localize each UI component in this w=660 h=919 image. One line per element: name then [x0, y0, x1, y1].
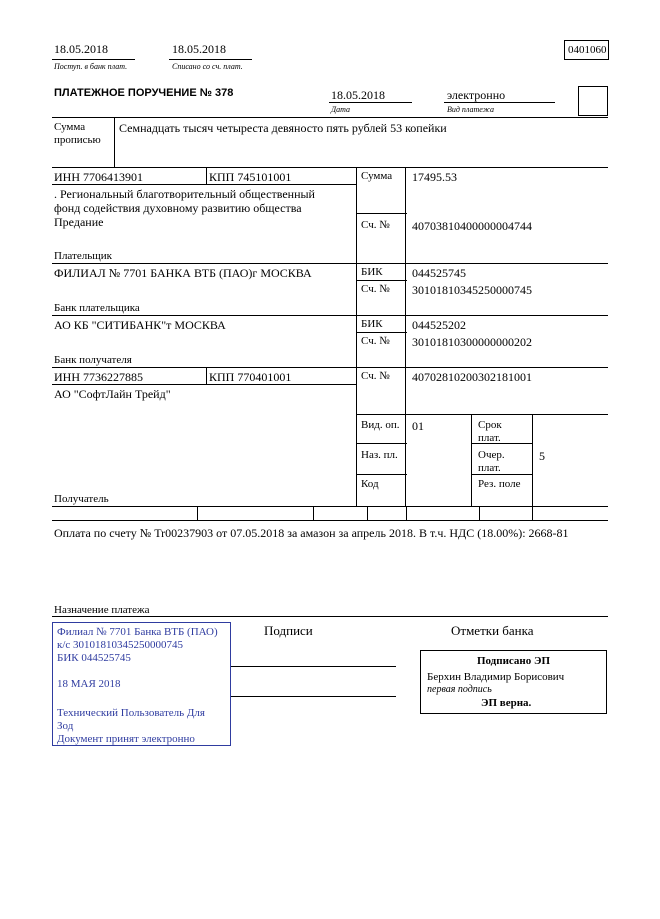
vline-tax-1 [197, 506, 198, 521]
vid-op-value: 01 [412, 419, 424, 433]
form-code: 0401060 [568, 44, 607, 56]
order-title: ПЛАТЕЖНОЕ ПОРУЧЕНИЕ № 378 [54, 87, 234, 99]
payee-inn: ИНН 7736227885 [54, 370, 143, 384]
ocher-label-1: Очер. [478, 449, 505, 461]
naz-pl-label: Наз. пл. [361, 449, 398, 461]
payer-kpp: КПП 745101001 [209, 170, 292, 184]
vline-main-1 [356, 167, 357, 507]
stamp-line-7: Документ принят электронно [57, 733, 195, 745]
sum-value: 17495.53 [412, 170, 457, 184]
vline-codes-3 [471, 414, 472, 507]
payer-bank-bik: 044525745 [412, 266, 466, 280]
signatures-label: Подписи [264, 623, 313, 638]
vline-tax-2 [313, 506, 314, 521]
e-signature-box [420, 650, 607, 714]
vline-main-2 [405, 167, 406, 507]
hr-payee-bik [356, 332, 407, 333]
payment-type: электронно [447, 88, 506, 102]
e-signature-name: Берхин Владимир Борисович [427, 671, 565, 683]
payer-bank-label: Банк плательщика [54, 302, 140, 314]
payer-bank-acc-label: Сч. № [361, 283, 390, 295]
e-signature-verified: ЭП верна. [481, 697, 532, 709]
hr-inn-bottom [52, 184, 357, 185]
payer-inn: ИНН 7706413901 [54, 170, 143, 184]
amount-words-label-1: Сумма [54, 121, 86, 133]
e-signature-role: первая подпись [427, 684, 492, 695]
status-box [578, 86, 608, 116]
hr-codes-left-2 [356, 474, 407, 475]
amount-words-value: Семнадцать тысяч четыреста девяносто пять рублей 53 копейки [119, 121, 447, 135]
e-signature-title: Подписано ЭП [476, 655, 551, 667]
order-date-line [329, 102, 412, 103]
hr-codes-left-1 [356, 443, 407, 444]
purpose-text: Оплата по счету № Tr00237903 от 07.05.2018 за амазон за апрель 2018. В т.ч. НДС (18.00%): 2668-81 [54, 526, 569, 540]
received-date-line [52, 59, 135, 60]
stamp-line-1: Филиал № 7701 Банка ВТБ (ПАО) [57, 626, 218, 638]
stamp-line-6: Зод [57, 720, 74, 732]
payer-account-value: 40703810400000004744 [412, 219, 532, 233]
debited-date: 18.05.2018 [172, 42, 226, 56]
payment-type-label: Вид платежа [447, 105, 494, 114]
vline-words [114, 117, 115, 167]
payee-bank-acc: 30101810300000000202 [412, 335, 532, 349]
rez-label: Рез. поле [478, 478, 521, 490]
payer-label: Плательщик [54, 250, 112, 262]
debited-date-line [169, 59, 252, 60]
payer-name-2: фонд содействия духовному развитию общества [54, 201, 302, 215]
payee-bank-name: АО КБ "СИТИБАНК"т МОСКВА [54, 318, 226, 332]
signature-line-2 [230, 696, 396, 697]
payment-type-line [444, 102, 555, 103]
hr-payee-bottom [52, 506, 608, 507]
payee-bank-acc-label: Сч. № [361, 335, 390, 347]
ocher-value: 5 [539, 449, 545, 463]
kod-label: Код [361, 478, 379, 490]
bank-marks-label: Отметки банка [451, 623, 534, 638]
sum-label: Сумма [361, 170, 393, 182]
hr-payee-inn-bottom [52, 384, 357, 385]
received-date: 18.05.2018 [54, 42, 108, 56]
vline-tax-5 [479, 506, 480, 521]
hr-codes-top [356, 414, 608, 415]
signature-line-1 [230, 666, 396, 667]
amount-words-label-2: прописью [54, 134, 101, 146]
hr-sum-acc [356, 213, 407, 214]
received-label: Поступ. в банк плат. [54, 62, 128, 71]
bank-stamp [52, 622, 231, 746]
payee-acc: 40702810200302181001 [412, 370, 532, 384]
vline-tax-4 [406, 506, 407, 521]
ocher-label-2: плат. [478, 462, 501, 474]
payee-kpp: КПП 770401001 [209, 370, 292, 384]
debited-label: Списано со сч. плат. [172, 62, 243, 71]
purpose-label: Назначение платежа [54, 604, 150, 616]
order-date-label: Дата [331, 105, 350, 114]
form-code-box [564, 40, 609, 60]
stamp-line-3: БИК 044525745 [57, 652, 131, 664]
vline-payee-inn-kpp [206, 367, 207, 384]
payee-label: Получатель [54, 493, 109, 505]
hr-payer-bank-bottom [52, 315, 608, 316]
hr-payee-bank-bottom [52, 367, 608, 368]
hr-payer-bottom [52, 263, 608, 264]
hr-top-words [52, 117, 608, 118]
payee-bank-bik: 044525202 [412, 318, 466, 332]
payer-account-label: Сч. № [361, 219, 390, 231]
payer-bank-bik-label: БИК [361, 266, 383, 278]
hr-tax-row [52, 520, 608, 521]
hr-inn-top [52, 167, 608, 168]
payee-bank-bik-label: БИК [361, 318, 383, 330]
stamp-line-2: к/с 30101810345250000745 [57, 639, 184, 651]
vid-op-label: Вид. оп. [361, 419, 400, 431]
vline-payer-inn-kpp [206, 167, 207, 184]
payer-bank-name: ФИЛИАЛ № 7701 БАНКА ВТБ (ПАО)г МОСКВА [54, 266, 312, 280]
payer-name-1: . Региональный благотворительный общественный [54, 187, 315, 201]
hr-payer-bik [356, 280, 407, 281]
payee-acc-label: Сч. № [361, 370, 390, 382]
payee-bank-label: Банк получателя [54, 354, 132, 366]
vline-codes-4 [532, 414, 533, 507]
srok-label-1: Срок [478, 419, 502, 431]
vline-tax-6 [532, 506, 533, 521]
payer-name-3: Предание [54, 215, 104, 229]
stamp-date: 18 МАЯ 2018 [57, 678, 121, 690]
payee-name: АО "СофтЛайн Трейд" [54, 387, 171, 401]
payer-bank-acc: 30101810345250000745 [412, 283, 532, 297]
vline-tax-3 [367, 506, 368, 521]
stamp-line-5: Технический Пользователь Для [57, 707, 205, 719]
order-date: 18.05.2018 [331, 88, 385, 102]
srok-label-2: плат. [478, 432, 501, 444]
